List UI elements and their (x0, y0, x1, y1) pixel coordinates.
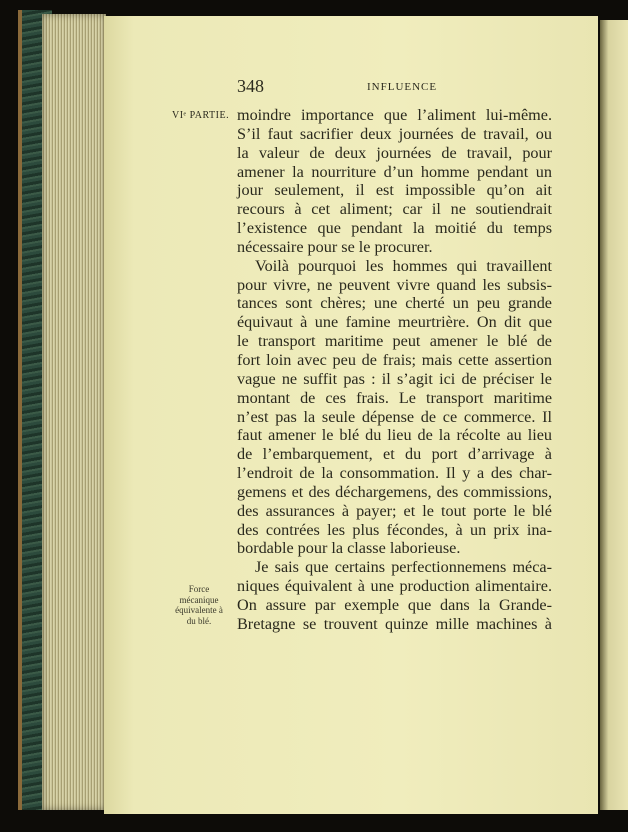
side-note-line: mécanique (179, 594, 219, 605)
text-line: équivaut à une famine meurtrière. On dit que (237, 313, 552, 332)
text-line: des assurances à payer; et le tout porte le blé (237, 501, 552, 520)
text-line: le transport maritime peut amener le blé de (237, 332, 552, 351)
text-line: Je sais que certains perfectionnemens méca- (255, 558, 552, 577)
running-header (237, 78, 552, 98)
text-line: nécessaire pour se le procurer. (237, 237, 433, 256)
text-line: fort loin avec peu de frais; mais cette assertion (237, 350, 552, 369)
page-edges (42, 14, 106, 810)
text-line: Voilà pourquoi les hommes qui travaillent (255, 256, 552, 275)
text-line: Bretagne se trouvent quinze mille machines à (237, 614, 552, 633)
text-line: bordable pour la classe laborieuse. (237, 539, 461, 558)
text-line: faut amener le blé du lieu de la récolte au lieu (237, 426, 552, 445)
text-line: l’endroit de la consommation. Il y a des char- (237, 464, 552, 483)
text-line: pour vivre, ne peuvent vivre quand les subsis- (237, 275, 552, 294)
text-line: niques équivalent à une production alimentaire. (237, 577, 552, 596)
text-line: On assure par exemple que dans la Grande- (237, 595, 552, 614)
text-line: gemens et des déchargemens, des commissions, (237, 482, 552, 501)
margin-part-label: VIᵉ PARTIE. (172, 110, 230, 121)
side-note-line: Force (188, 584, 210, 594)
running-title: INFLUENCE (367, 81, 438, 93)
text-line: vague ne suffit pas : il s’agit ici de préciser le (237, 369, 552, 388)
side-note-line: équivalente à (175, 605, 223, 615)
text-line: montant de ces frais. Le transport maritime (237, 388, 552, 407)
text-line: l’existence que pendant la moitié du temps (237, 219, 552, 238)
text-line: amener la nourriture d’un homme pendant un (237, 162, 552, 181)
text-line: des contrées les plus fécondes, à un prix ina- (237, 520, 552, 539)
text-line: S’il faut sacrifier deux journées de travail, ou (237, 124, 552, 143)
side-note (166, 584, 232, 626)
text-line: la valeur de deux journées de travail, pour (237, 143, 552, 162)
text-line: tances sont chères; une cherté un peu grande (237, 294, 552, 313)
page-number: 348 (237, 76, 264, 96)
facing-page-edge (600, 20, 628, 810)
text-line: moindre importance que l’aliment lui-même. (237, 106, 552, 124)
text-line: jour seulement, il est impossible qu’on ait (237, 181, 552, 200)
text-line: de l’embarquement, et du port d’arrivage à (237, 445, 552, 464)
side-note-line: du blé. (186, 615, 212, 626)
body-text (237, 106, 552, 634)
text-line: recours à cet aliment; car il ne soutiendrait (237, 200, 552, 219)
text-line: n’est pas la seule dépense de ce commerce. Il (237, 407, 552, 426)
